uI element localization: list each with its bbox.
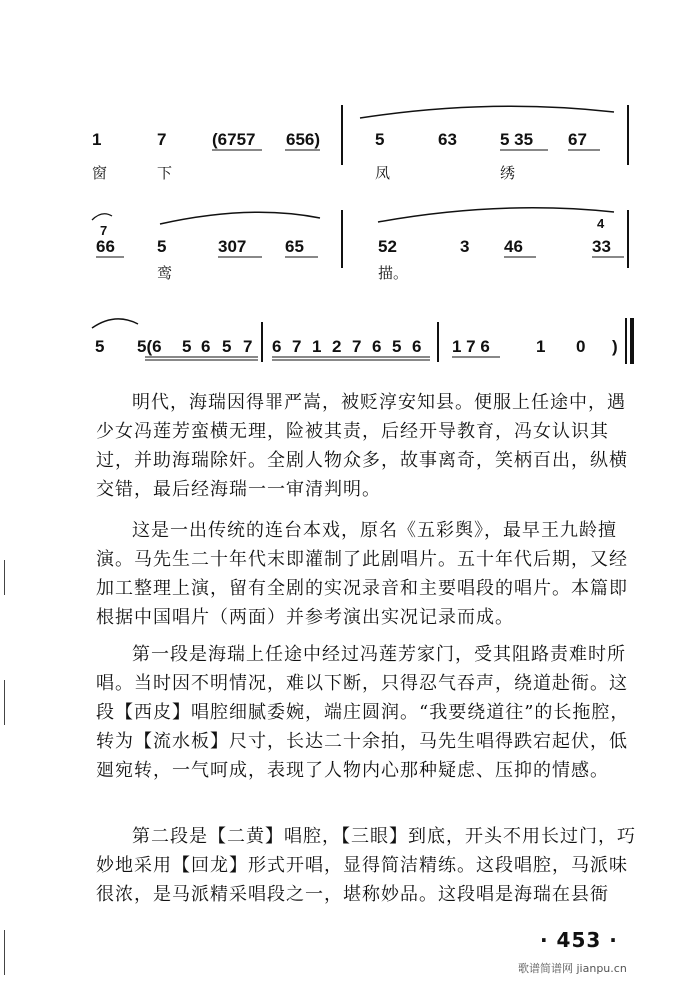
lyric: 凤 (375, 164, 391, 182)
note: 307 (218, 237, 247, 256)
note: 65 (285, 237, 304, 256)
slur (160, 212, 320, 224)
note: (6757 (212, 130, 256, 149)
note: 2 (332, 337, 342, 356)
note: 5 (182, 337, 192, 356)
note: ) (612, 337, 618, 356)
lyric: 描。 (378, 264, 409, 282)
lyric: 鸾 (157, 264, 173, 282)
paragraph-4: 第二段是【二黄】唱腔，【三眼】到底，开头不用长过门，巧妙地采用【回龙】形式开唱，显得简洁精练。这段唱腔，马派味很浓，是马派精采唱段之一，堪称妙品。这段唱是海瑞在县衙 (96, 826, 636, 905)
music-score (0, 0, 690, 370)
note: 5 35 (500, 130, 534, 149)
note: 5(6 (137, 337, 162, 356)
note: 33 (592, 237, 611, 256)
grace-note: 4 (597, 216, 605, 231)
note: 67 (568, 130, 587, 149)
note: 1 (312, 337, 322, 356)
score-row-1 (92, 105, 628, 182)
paragraph-2: 这是一出传统的连台本戏，原名《五彩舆》，最早王九龄擅演。马先生二十年代末即灌制了此剧唱片。五十年代后期，又经加工整理上演，留有全剧的实况录音和主要唱段的唱片。本篇即根据中国唱片（两面）并参考演出实况记录而成。 (96, 520, 628, 628)
note: 1 7 6 (452, 337, 490, 356)
note: 5 (95, 337, 105, 356)
note: 6 (272, 337, 282, 356)
note: 656) (286, 130, 321, 149)
scan-edge-mark (4, 560, 5, 595)
note: 7 (243, 337, 253, 356)
note: 5 (157, 237, 167, 256)
slur (360, 106, 614, 118)
slur (378, 208, 614, 222)
note: 1 (536, 337, 546, 356)
scan-edge-mark (4, 680, 5, 725)
score-row-2 (92, 208, 628, 282)
lyric: 绣 (500, 164, 516, 182)
note: 0 (576, 337, 586, 356)
lyric: 下 (157, 164, 173, 182)
scan-edge-mark (4, 930, 5, 975)
note: 5 (222, 337, 232, 356)
page-number: · 453 · (540, 928, 618, 952)
note: 7 (352, 337, 362, 356)
slur (92, 214, 112, 220)
note: 7 (292, 337, 302, 356)
note: 52 (378, 237, 397, 256)
note: 3 (460, 237, 470, 256)
paragraph-3: 第一段是海瑞上任途中经过冯莲芳家门，受其阻路责难时所唱。当时因不明情况，难以下断，只得忍气吞声，绕道赴衙。这段【西皮】唱腔细腻委婉，端庄圆润。“我要绕道往”的长拖腔，转为【流水板】尺寸，长达二十余拍，马先生唱得跌宕起伏，低廻宛转，一气呵成，表现了人物内心那种疑虑、压抑的情感。 (96, 644, 630, 781)
note: 5 (375, 130, 385, 149)
note: 46 (504, 237, 523, 256)
watermark: 歌谱简谱网 jianpu.cn (518, 962, 627, 975)
note: 7 (157, 130, 167, 149)
note: 63 (438, 130, 457, 149)
note: 6 (201, 337, 211, 356)
note: 1 (92, 130, 102, 149)
slur (92, 319, 138, 328)
grace-note: 7 (100, 223, 108, 238)
note: 6 (372, 337, 382, 356)
note: 5 (392, 337, 402, 356)
lyric: 窗 (92, 164, 108, 182)
note: 6 (412, 337, 422, 356)
score-row-3 (92, 318, 632, 364)
note: 66 (96, 237, 115, 256)
paragraph-1: 明代，海瑞因得罪严嵩，被贬淳安知县。便服上任途中，遇少女冯莲芳蛮横无理，险被其责，后经开导教育，冯女认识其过，并助海瑞除奸。全剧人物众多，故事离奇，笑柄百出，纵横交错，最后经海瑞一一审清判明。 (96, 392, 628, 500)
